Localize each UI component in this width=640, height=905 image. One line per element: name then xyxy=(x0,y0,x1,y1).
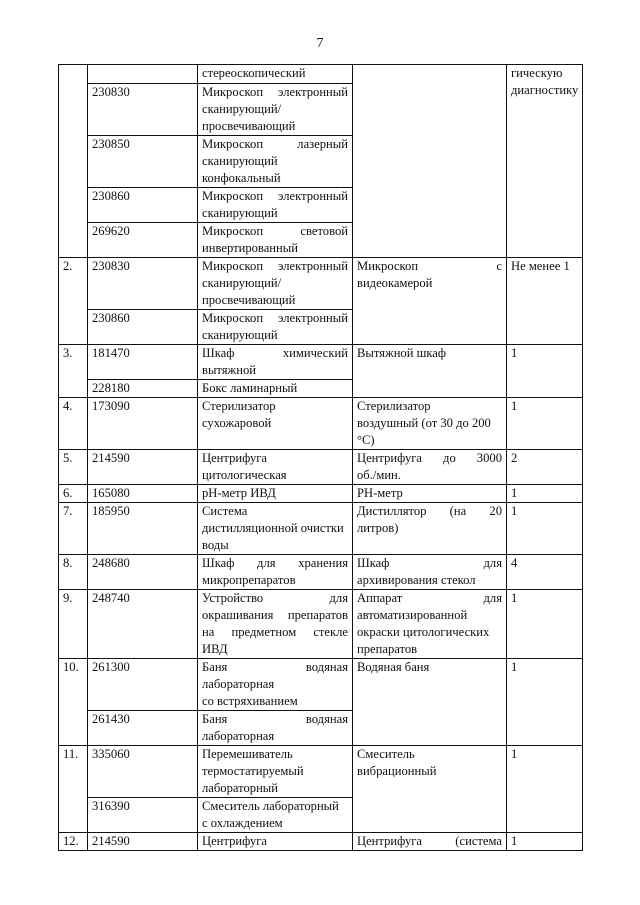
quantity-cell: 4 xyxy=(507,555,583,590)
equivalent-cell: Центрифуга до 3000 об./мин. xyxy=(353,450,507,485)
equivalent-cell: Микроскоп с видеокамерой xyxy=(353,258,507,345)
equivalent-cell: Аппарат для автоматизированной окраски цитологических препаратов xyxy=(353,590,507,659)
table-row xyxy=(59,659,583,711)
name-cell: Микроскоп электронный сканирующий xyxy=(198,188,353,223)
quantity-cell: 1 xyxy=(507,833,583,851)
name-cell: Микроскоп электронный сканирующий/ просвечивающий xyxy=(198,84,353,136)
code-cell: 230860 xyxy=(88,310,198,345)
equivalent-cell: Дистиллятор (на 20 литров) xyxy=(353,503,507,555)
code-cell: 230830 xyxy=(88,84,198,136)
code-cell: 230850 xyxy=(88,136,198,188)
code-cell: 230860 xyxy=(88,188,198,223)
name-cell: Микроскоп световой инвертированный xyxy=(198,223,353,258)
equivalent-cell: Водяная баня xyxy=(353,659,507,746)
code-cell: 316390 xyxy=(88,798,198,833)
row-number-cell: 4. xyxy=(59,398,88,450)
row-number-cell: 12. xyxy=(59,833,88,851)
code-cell: 214590 xyxy=(88,833,198,851)
name-cell: Смеситель лабораторный с охлаждением xyxy=(198,798,353,833)
name-cell: Баня водяная лабораторная со встряхиванием xyxy=(198,659,353,711)
code-cell: 185950 xyxy=(88,503,198,555)
code-cell: 335060 xyxy=(88,746,198,798)
code-cell: 228180 xyxy=(88,380,198,398)
quantity-cell: гическую диагностику xyxy=(507,65,583,258)
row-number-cell: 6. xyxy=(59,485,88,503)
name-cell: Перемешиватель термостатируемый лабораторный xyxy=(198,746,353,798)
name-cell: Система дистилляционной очистки воды xyxy=(198,503,353,555)
quantity-cell: 1 xyxy=(507,590,583,659)
quantity-cell: 1 xyxy=(507,503,583,555)
table-row xyxy=(59,590,583,659)
name-cell: Шкаф для хранения микропрепаратов xyxy=(198,555,353,590)
quantity-cell: Не менее 1 xyxy=(507,258,583,345)
code-cell: 165080 xyxy=(88,485,198,503)
page-number: 7 xyxy=(316,36,324,51)
row-number-cell: 3. xyxy=(59,345,88,398)
row-number-cell: 7. xyxy=(59,503,88,555)
equipment-table xyxy=(58,64,583,851)
table-row xyxy=(59,398,583,450)
equivalent-cell: Центрифуга (система xyxy=(353,833,507,851)
equivalent-cell: PH-метр xyxy=(353,485,507,503)
name-cell: Микроскоп электронный сканирующий xyxy=(198,310,353,345)
table-row xyxy=(59,258,583,310)
code-cell xyxy=(88,65,198,84)
row-number-cell: 11. xyxy=(59,746,88,833)
name-cell: Центрифуга xyxy=(198,833,353,851)
name-cell: Центрифуга цитологическая xyxy=(198,450,353,485)
row-number-cell xyxy=(59,65,88,258)
name-cell: Шкаф химический вытяжной xyxy=(198,345,353,380)
equivalent-cell: Стерилизатор воздушный (от 30 до 200 °С) xyxy=(353,398,507,450)
code-cell: 230830 xyxy=(88,258,198,310)
name-cell: Устройство для окрашивания препаратов на предметном стекле ИВД xyxy=(198,590,353,659)
table-row xyxy=(59,833,583,851)
name-cell: Баня водяная лабораторная xyxy=(198,711,353,746)
equivalent-cell: Вытяжной шкаф xyxy=(353,345,507,398)
name-cell: pH-метр ИВД xyxy=(198,485,353,503)
code-cell: 248680 xyxy=(88,555,198,590)
table-row xyxy=(59,503,583,555)
quantity-cell: 1 xyxy=(507,345,583,398)
name-cell: Микроскоп лазерный сканирующий конфокальный xyxy=(198,136,353,188)
table-row xyxy=(59,450,583,485)
table-row xyxy=(59,485,583,503)
row-number-cell: 9. xyxy=(59,590,88,659)
name-cell: Стерилизатор сухожаровой xyxy=(198,398,353,450)
row-number-cell: 10. xyxy=(59,659,88,746)
name-cell: Бокс ламинарный xyxy=(198,380,353,398)
code-cell: 173090 xyxy=(88,398,198,450)
code-cell: 214590 xyxy=(88,450,198,485)
name-cell: стереоскопический xyxy=(198,65,353,84)
table-row xyxy=(59,555,583,590)
code-cell: 269620 xyxy=(88,223,198,258)
code-cell: 261300 xyxy=(88,659,198,711)
quantity-cell: 1 xyxy=(507,485,583,503)
quantity-cell: 1 xyxy=(507,398,583,450)
quantity-cell: 1 xyxy=(507,659,583,746)
equivalent-cell xyxy=(353,65,507,258)
quantity-cell: 1 xyxy=(507,746,583,833)
table-row xyxy=(59,746,583,798)
quantity-cell: 2 xyxy=(507,450,583,485)
code-cell: 261430 xyxy=(88,711,198,746)
name-cell: Микроскоп электронный сканирующий/ просвечивающий xyxy=(198,258,353,310)
row-number-cell: 5. xyxy=(59,450,88,485)
equivalent-cell: Шкаф для архивирования стекол xyxy=(353,555,507,590)
row-number-cell: 8. xyxy=(59,555,88,590)
equivalent-cell: Смеситель вибрационный xyxy=(353,746,507,833)
row-number-cell: 2. xyxy=(59,258,88,345)
equipment-table-body xyxy=(59,65,583,851)
table-row xyxy=(59,345,583,380)
code-cell: 248740 xyxy=(88,590,198,659)
table-row xyxy=(59,65,583,84)
code-cell: 181470 xyxy=(88,345,198,380)
